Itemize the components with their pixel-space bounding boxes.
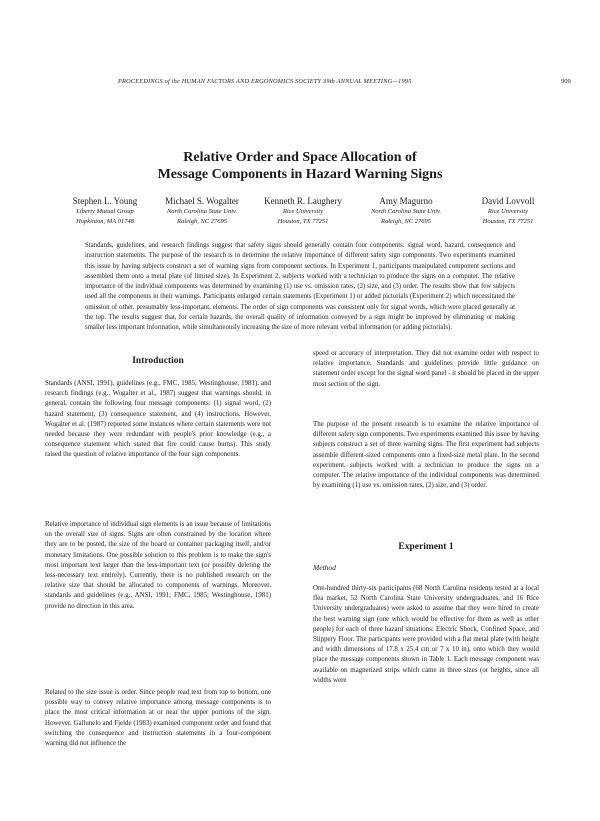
author-affiliation: Rice University — [487, 207, 529, 215]
author-name: Michael S. Wogalter — [165, 196, 239, 206]
author-location: Houston, TX 77251 — [482, 218, 534, 225]
author-name: Stephen L. Young — [72, 196, 138, 206]
method-heading: Method — [313, 563, 336, 572]
author-name: David Lovvoll — [481, 196, 535, 206]
page-number: 909 — [561, 78, 571, 85]
author-affiliation: Liberty Mutual Group — [76, 207, 134, 215]
intro-paragraph-3: Related to the size issue is order. Since people read text from top to bottom, one possible way to convey relative importance among message components is to place the most critical information at or near the upper portions of the sign. However, Gallunelo and Fjelde (1983) examined component order and found that switching the consequence and instruction statements in a four-component warning did not influence the — [45, 689, 271, 748]
author-location: Houston, TX 77251 — [277, 218, 329, 225]
author-3 — [243, 196, 363, 228]
author-location: Hopkinton, MA 01748 — [76, 218, 134, 225]
author-5 — [448, 196, 568, 228]
intro-paragraph-4: speed or accuracy of interpretation. They did not examine order with respect to relative importance. Standards and guidelines provide little guidance on statement order except for the signal word panel - it should be placed in the upper most section of the sign. — [313, 350, 539, 388]
author-location: Raleigh, NC 27695 — [380, 218, 431, 225]
method-paragraph-1: One-hundred thirty-six participants (68 North Carolina residents tested at a local flea market, 52 North Carolina State University undergraduates, and 16 Rice University undergraduates) were asked to assume that they were hired to create the best warning sign (one which would be effective for them as well as other people) for each of three hazard situations: Electric Shock, Confined Space, and Slippery Floor. The participants were provided with a flat metal plate (with height and width dimensions of 17.8 x 25.4 cm or 7 x 10 in), onto which they would place the message components shown in Table 1. Each message component was available on magnetized strips which came in three sizes (or heights, since all widths were — [313, 585, 539, 684]
author-affiliation: North Carolina State Univ. — [166, 207, 238, 215]
title-line-2: Message Components in Hazard Warning Signs — [157, 166, 443, 182]
author-location: Raleigh, NC 27695 — [176, 218, 227, 225]
intro-paragraph-5: The purpose of the present research is to examine the relative importance of different safety sign components. Two experiments examined this issue by having subjects construct a set of three warning signs. The first experiment had subjects assemble different-sized components onto a fixed-size metal plate. In the second experiment, subjects worked with a technician to produce the signs on a computer. The relative importance of the individual components was determined by examining (1) use vs. omission rates, (2) size, and (3) order. — [313, 421, 539, 490]
author-name: Kenneth R. Laughery — [264, 196, 342, 206]
author-name: Amy Magurno — [379, 196, 433, 206]
experiment-1-heading: Experiment 1 — [398, 542, 454, 552]
author-affiliation: North Carolina State Univ. — [370, 207, 442, 215]
author-affiliation: Rice University — [282, 207, 324, 215]
paper-title — [100, 150, 500, 183]
introduction-heading: Introduction — [132, 356, 184, 366]
abstract: Standards, guidelines, and research findings suggest that safety signs should generally contain four components: signal word, hazard, consequence and instruction statements. The purpose of the research is to determine the relative importance of different safety sign components. Two experiments examined this issue by having subjects construct a set of warning signs from component sections. In Experiment 1, participants manipulated component sections and assembled them onto a metal plate (of limited size). In Experiment 2, subjects worked with a technician to produce the signs on a computer. The relative importance of the individual components was determined by examining (1) use vs. omission rates, (2) size, and (3) order. The results show that few subjects used all the components in their warnings. Participants enlarged certain statements (Experiment 1) or added pictorials (Experiment 2) which necessitated the omission of other, presumably less-important, elements. The order of sign components was consistent only for signal words, which were placed generally at the top. The results suggest that, for certain hazards, the overall quality of information conveyed by a sign might be improved by eliminating or making smaller less important information, while simultaneously increasing the size of more relevant verbal information (or adding pictorials). — [85, 242, 515, 332]
intro-paragraph-1: Standards (ANSI, 1991), guidelines (e.g., FMC, 1985; Westinghouse, 1981), and research findings (e.g., Wogalter et al., 1987) suggest that warnings should, in general, contain the following four message components: (1) signal word, (2) hazard statement, (3) consequence statement, and (4) instructions. However, Wogalter et al. (1987) reported some instances where certain statements were not needed because they were redundant with people's prior knowledge (e.g., a consequence statement which stated that fire could cause burns). This study raised the question of relative importance of the four sign components. — [45, 380, 271, 459]
running-head: PROCEEDINGS of the HUMAN FACTORS AND ERGONOMICS SOCIETY 39th ANNUAL MEETING—1995 — [118, 78, 412, 85]
title-line-1: Relative Order and Space Allocation of — [183, 150, 417, 165]
intro-paragraph-2: Relative importance of individual sign elements is an issue because of limitations on the overall size of signs. Signs are often constrained by the location where they are to be posted, the size of the board or container packaging itself, and/or monetary limitations. One possible solution to this problem is to make the sign's most important text larger than the less-important text (or possibly deleting the less-necessary text entirely). Currently, there is no published research on the relative size that should be allocated to components of warnings. Moreover, standards and guidelines (e.g., ANSI, 1991; FMC, 1985; Westinghouse, 1981) provide no direction in this area. — [45, 521, 271, 610]
